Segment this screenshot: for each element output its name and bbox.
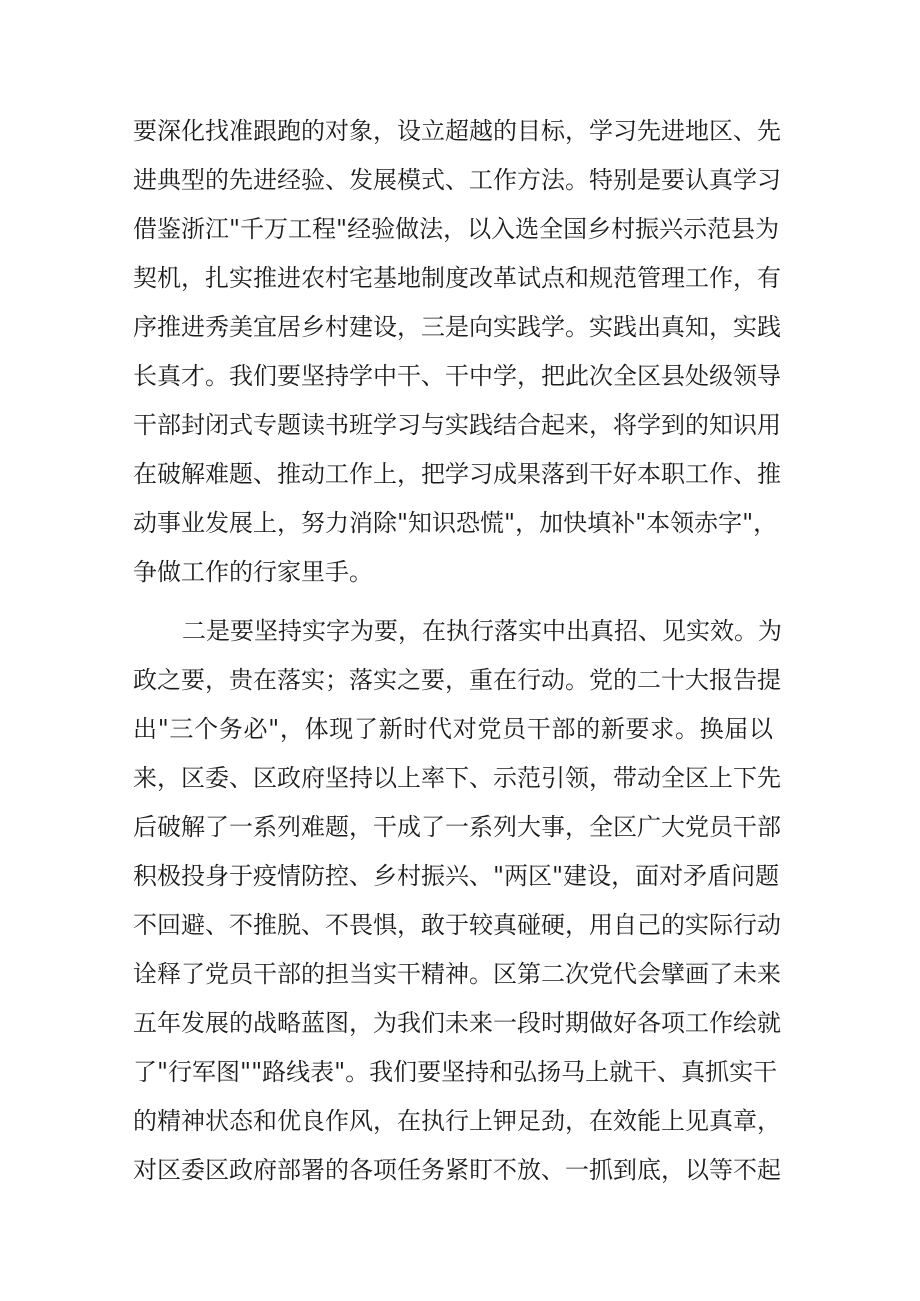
text-line: 来，区委、区政府坚持以上率下、示范引领，带动全区上下先 (133, 764, 781, 792)
text-line: 在破解难题、推动工作上，把学习成果落到干好本职工作、推 (133, 460, 781, 488)
text-line: 的精神状态和优良作风，在执行上钾足劲，在效能上见真章， (133, 1107, 781, 1135)
text-line: 了"行军图""路线表"。我们要坚持和弘扬马上就干、真抓实干 (133, 1058, 778, 1086)
text-line: 五年发展的战略蓝图，为我们未来一段时期做好各项工作绘就 (133, 1009, 781, 1037)
text-line: 后破解了一系列难题，干成了一系列大事，全区广大党员干部 (133, 813, 781, 841)
text-line: 进典型的先进经验、发展模式、工作方法。特别是要认真学习 (133, 166, 781, 194)
text-line: 出"三个务必"，体现了新时代对党员干部的新要求。换届以 (133, 715, 773, 743)
text-line: 序推进秀美宜居乡村建设，三是向实践学。实践出真知，实践 (133, 313, 781, 341)
text-line: 长真才。我们要坚持学中干、干中学，把此次全区县处级领导 (133, 362, 781, 390)
text-line: 对区委区政府部署的各项任务紧盯不放、一抓到底，以等不起 (133, 1156, 781, 1184)
text-line: 诠释了党员干部的担当实干精神。区第二次党代会擘画了未来 (133, 960, 781, 988)
text-line: 积极投身于疫情防控、乡村振兴、"两区"建设，面对矛盾问题 (133, 862, 780, 890)
text-line: 契机，扎实推进农村宅基地制度改革试点和规范管理工作，有 (133, 264, 781, 292)
text-line: 动事业发展上，努力消除"知识恐慌"，加快填补"本领赤字"， (133, 509, 778, 537)
text-line: 争做工作的行家里手。 (133, 558, 373, 586)
text-line: 干部封闭式专题读书班学习与实践结合起来，将学到的知识用 (133, 411, 781, 439)
text-line: 要深化找准跟跑的对象，设立超越的目标，学习先进地区、先 (133, 117, 781, 145)
text-line: 借鉴浙江"千万工程"经验做法，以入选全国乡村振兴示范县为 (133, 215, 780, 243)
text-line: 二是要坚持实字为要，在执行落实中出真招、见实效。为 (182, 617, 782, 645)
text-line: 不回避、不推脱、不畏惧，敢于较真碰硬，用自己的实际行动 (133, 911, 781, 939)
text-line: 政之要，贵在落实；落实之要，重在行动。党的二十大报告提 (133, 666, 781, 694)
